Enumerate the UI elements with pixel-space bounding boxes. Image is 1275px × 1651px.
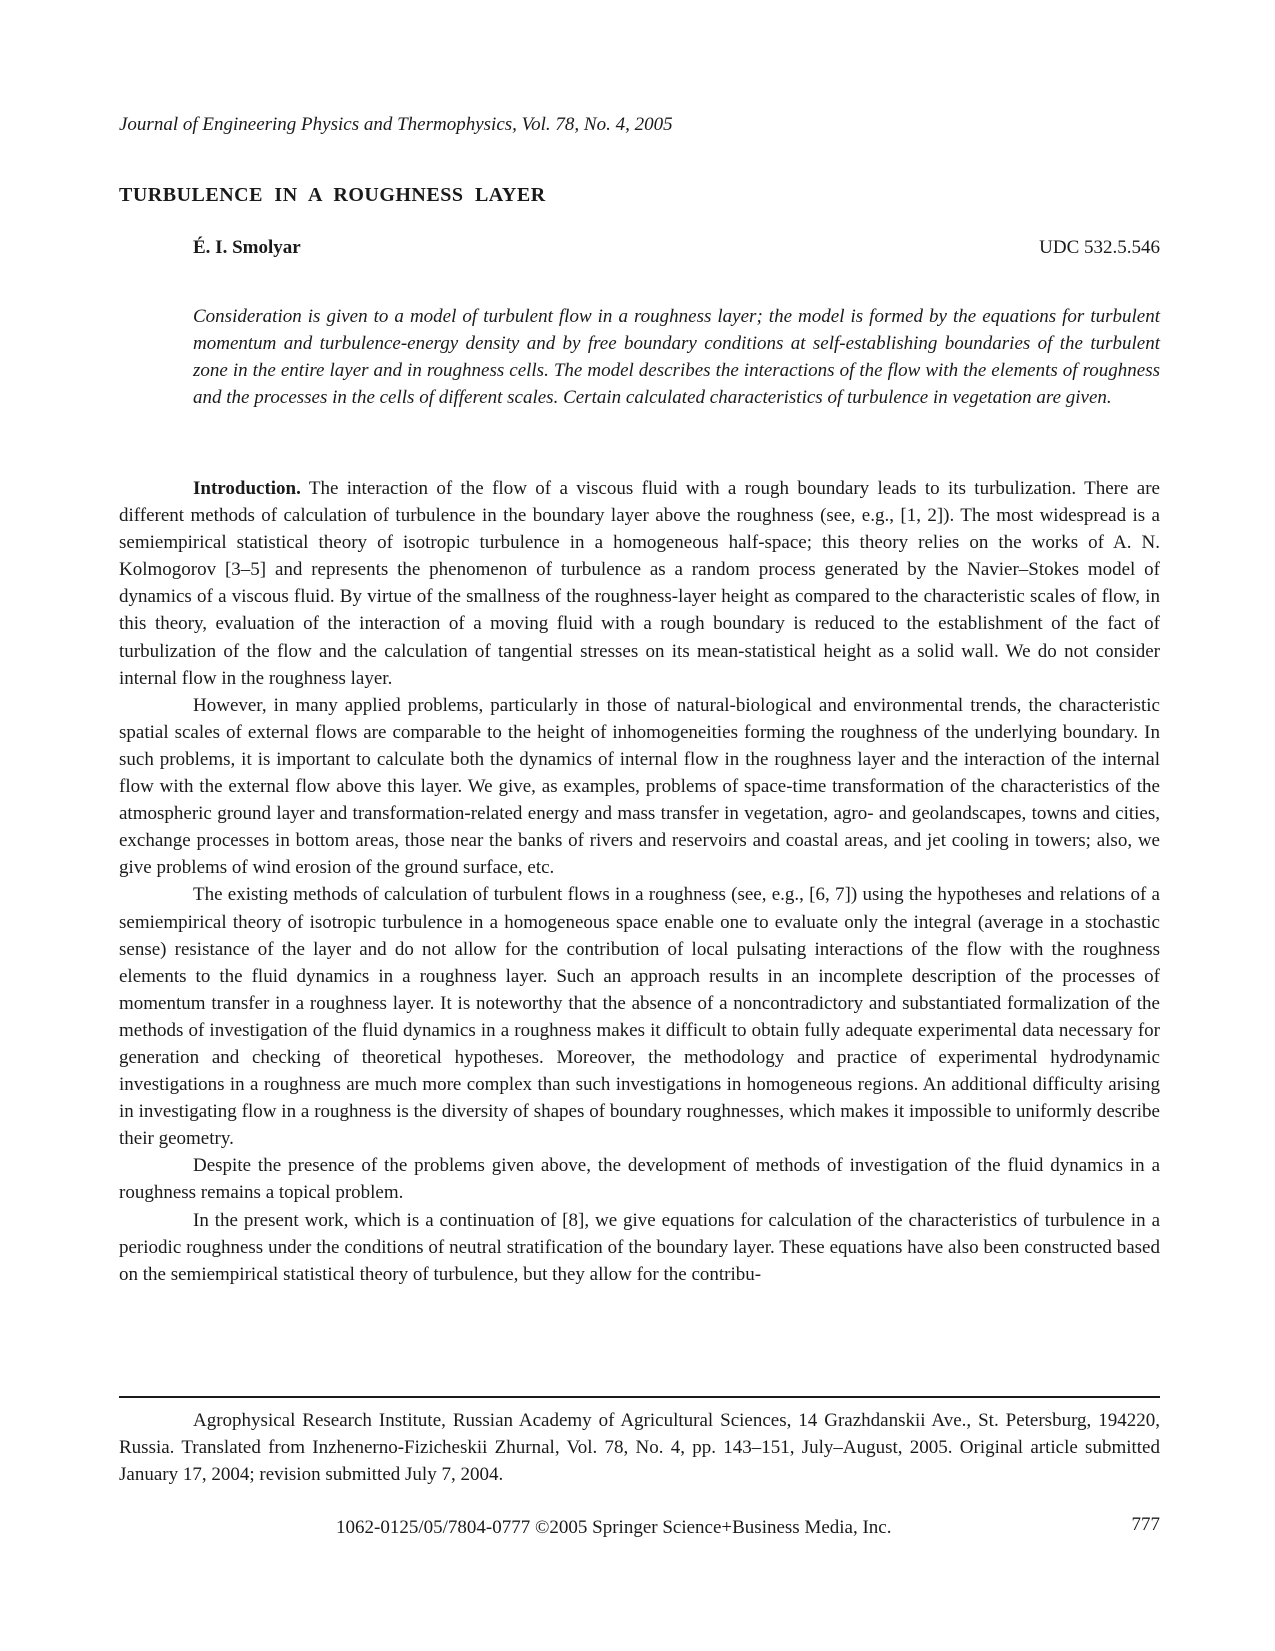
article-body <box>119 475 1160 1288</box>
paragraph-text: The interaction of the flow of a viscous fluid with a rough boundary leads to its turbulization. There are different methods of calculation of turbulence in the boundary layer above the roughness (see, e.g., [1, 2]). The most widespread is a semiempirical statistical theory of isotropic turbulence in a homogeneous half-space; this theory relies on the works of A. N. Kolmogorov [3–5] and represents the phenomenon of turbulence as a random process generated by the Navier–Stokes model of dynamics of a viscous fluid. By virtue of the smallness of the roughness-layer height as compared to the characteristic scales of flow, in this theory, evaluation of the interaction of a moving fluid with a rough boundary is reduced to the establishment of the fact of turbulization of the flow and the calculation of tangential stresses on its mean-statistical height as a solid wall. We do not consider internal flow in the roughness layer. <box>119 478 1160 689</box>
affiliation-footnote: Agrophysical Research Institute, Russian Academy of Agricultural Sciences, 14 Grazhdanskii Ave., St. Petersburg, 194220, Russia. Translated from Inzhenerno-Fizicheskii Zhurnal, Vol. 78, No. 4, pp. 143–151, July–August, 2005. Original article submitted January 17, 2004; revision submitted July 7, 2004. <box>119 1410 1160 1485</box>
section-heading-introduction: Introduction. <box>193 478 301 499</box>
paragraph: However, in many applied problems, particularly in those of natural-biological and environmental trends, the characteristic spatial scales of external flows are comparable to the height of inhomogeneities forming the roughness of the underlying boundary. In such problems, it is important to calculate both the dynamics of internal flow in the roughness layer and the interaction of the internal flow with the external flow above this layer. We give, as examples, problems of space-time transformation of the characteristics of the atmospheric ground layer and transformation-related energy and mass transfer in vegetation, agro- and geolandscapes, towns and cities, exchange processes in bottom areas, those near the banks of rivers and reservoirs and coastal areas, and jet cooling in towers; also, we give problems of wind erosion of the ground surface, etc. <box>119 694 1160 879</box>
author-name: É. I. Smolyar <box>193 237 301 258</box>
udc-code: UDC 532.5.546 <box>1039 237 1160 258</box>
page-number: 777 <box>1131 1514 1160 1535</box>
paragraph: The existing methods of calculation of turbulent flows in a roughness (see, e.g., [6, 7]) using the hypotheses and relations of a semiempirical theory of isotropic turbulence in a homogeneous space enable one to evaluate only the integral (average in a stochastic sense) resistance of the layer and do not allow for the contribution of local pulsating interactions of the flow with the roughness elements to the fluid dynamics in a roughness layer. Such an approach results in an incomplete description of the processes of momentum transfer in a roughness layer. It is noteworthy that the absence of a noncontradictory and substantiated formalization of the methods of investigation of the fluid dynamics in a roughness makes it difficult to obtain fully adequate experimental data necessary for generation and checking of theoretical hypotheses. Moreover, the methodology and practice of experimental hydrodynamic investigations in a roughness are much more complex than such investigations in homogeneous regions. An additional difficulty arising in investigating flow in a roughness is the diversity of shapes of boundary roughnesses, which makes it impossible to uniformly describe their geometry. <box>119 884 1160 1150</box>
paragraph: Despite the presence of the problems given above, the development of methods of investigation of the fluid dynamics in a roughness remains a topical problem. <box>119 1155 1160 1204</box>
paragraph: In the present work, which is a continuation of [8], we give equations for calculation of the characteristics of turbulence in a periodic roughness under the conditions of neutral stratification of the boundary layer. These equations have also been constructed based on the semiempirical statistical theory of turbulence, but they allow for the contribu- <box>119 1209 1160 1285</box>
footnote-divider <box>119 1396 1160 1398</box>
copyright-line: 1062-0125/05/7804-0777 ©2005 Springer Science+Business Media, Inc. <box>336 1517 892 1538</box>
journal-citation: Journal of Engineering Physics and Thermophysics, Vol. 78, No. 4, 2005 <box>119 114 673 135</box>
paragraph-introduction <box>119 475 1160 692</box>
article-title: TURBULENCE IN A ROUGHNESS LAYER <box>119 184 546 206</box>
abstract: Consideration is given to a model of turbulent flow in a roughness layer; the model is formed by the equations for turbulent momentum and turbulence-energy density and by free boundary conditions at self-establishing boundaries of the turbulent zone in the entire layer and in roughness cells. The model describes the interactions of the flow with the elements of roughness and the processes in the cells of different scales. Certain calculated characteristics of turbulence in vegetation are given. <box>193 306 1160 408</box>
